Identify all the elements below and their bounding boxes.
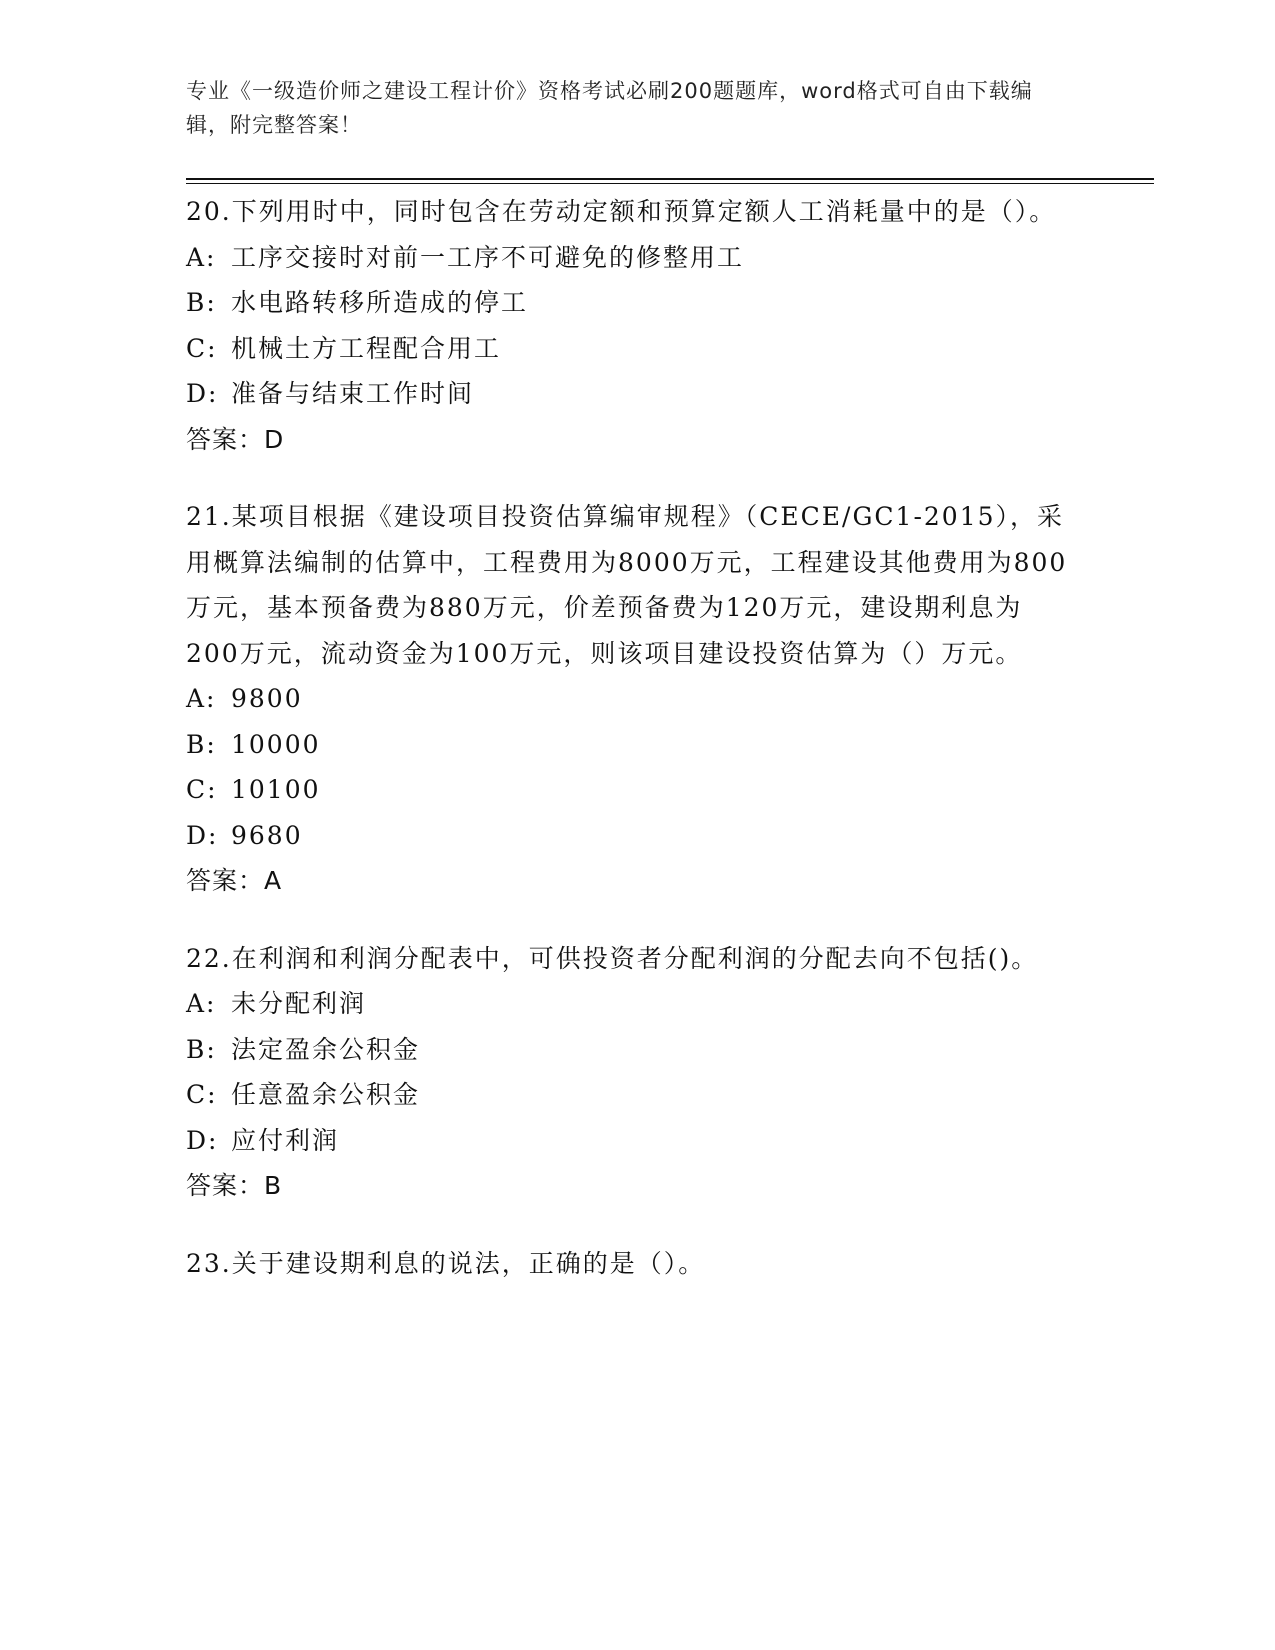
- option-text: 9800: [231, 684, 303, 713]
- option-a: [186, 676, 1071, 722]
- answer-label: 答案：A: [186, 866, 283, 895]
- option-text: 应付利润: [231, 1125, 340, 1155]
- option-c: [186, 767, 1071, 813]
- question-text: 23.关于建设期利息的说法，正确的是（）。: [186, 1248, 706, 1278]
- option-text: 10000: [231, 729, 321, 759]
- option-text: 法定盈余公积金: [231, 1034, 421, 1064]
- option-b: [186, 722, 1071, 768]
- question-text: 22.在利润和利润分配表中，可供投资者分配利润的分配去向不包括()。: [186, 943, 1039, 973]
- option-letter: B:: [186, 729, 217, 759]
- option-letter: B:: [186, 288, 217, 317]
- header-divider-thin: [186, 183, 1154, 184]
- question-23: [186, 1241, 1071, 1287]
- option-text: 任意盈余公积金: [231, 1080, 421, 1109]
- option-text: 9680: [231, 820, 303, 850]
- question-list: [186, 189, 1071, 1318]
- option-letter: D:: [186, 1125, 219, 1155]
- option-letter: C:: [186, 775, 218, 804]
- document-header: 专业《一级造价师之建设工程计价》资格考试必刷200题题库，word格式可自由下载编辑，附完整答案！: [186, 79, 1033, 137]
- option-c: [186, 1072, 1071, 1118]
- option-d: [186, 371, 1071, 417]
- option-a: [186, 235, 1071, 281]
- answer-label: 答案：B: [186, 1171, 283, 1200]
- answer-label: 答案：D: [186, 424, 285, 454]
- question-22: [186, 936, 1071, 1209]
- option-d: [186, 1118, 1071, 1164]
- question-21: [186, 494, 1071, 904]
- option-letter: B:: [186, 1034, 217, 1064]
- option-text: 未分配利润: [231, 989, 367, 1018]
- option-letter: D:: [186, 379, 219, 408]
- question-text: 20.下列用时中，同时包含在劳动定额和预算定额人工消耗量中的是（）。: [186, 197, 1057, 226]
- header-divider-thick: [186, 178, 1154, 180]
- option-d: [186, 813, 1071, 859]
- option-letter: A:: [186, 989, 217, 1018]
- option-text: 水电路转移所造成的停工: [231, 288, 529, 317]
- option-text: 10100: [231, 775, 321, 804]
- option-c: [186, 326, 1071, 372]
- option-letter: D:: [186, 820, 219, 850]
- question-text: 21.某项目根据《建设项目投资估算编审规程》（CECE/GC1-2015），采用概算法编制的估算中，工程费用为8000万元，工程建设其他费用为800万元，基本预备费为880万元，价差预备费为120万元，建设期利息为200万元，流动资金为100万元，则该项目建设投资估算为（）万元。: [186, 502, 1068, 668]
- option-letter: C:: [186, 333, 218, 363]
- question-20: [186, 189, 1071, 462]
- option-letter: C:: [186, 1080, 218, 1109]
- option-letter: A:: [186, 242, 217, 272]
- option-text: 准备与结束工作时间: [231, 379, 475, 408]
- option-a: [186, 981, 1071, 1027]
- option-text: 机械土方工程配合用工: [231, 333, 502, 363]
- option-b: [186, 280, 1071, 326]
- option-text: 工序交接时对前一工序不可避免的修整用工: [231, 242, 745, 272]
- option-letter: A:: [186, 684, 217, 713]
- option-b: [186, 1027, 1071, 1073]
